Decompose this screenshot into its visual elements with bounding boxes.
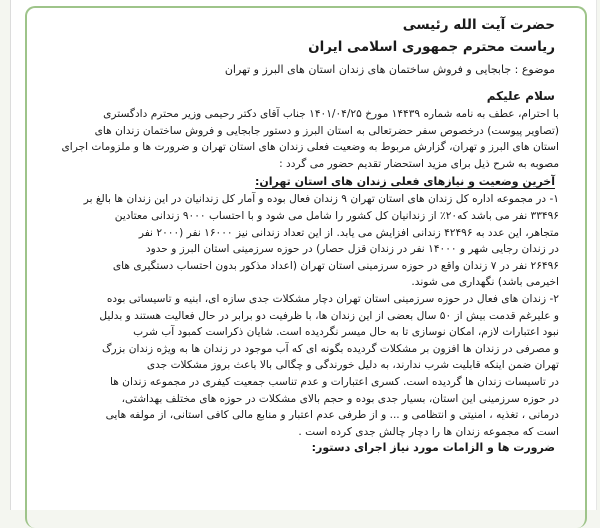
intro-paragraph: [47, 106, 559, 172]
greeting: سلام علیکم: [486, 89, 555, 103]
intro-line: با احترام، عطف به نامه شماره ۱۴۴۳۹ مورخ ۱۴۰۱/۰۴/۲۵ جناب آقای دکتر رحیمی وزیر محترم دادگستری: [103, 108, 559, 120]
section-heading: آخرین وضعیت و نیازهای فعلی زندان های استان تهران:: [254, 175, 555, 189]
item-2-line: و مصرفی در زندان ها افزون بر مشکلات گردیده بگونه ای که آب موجود در زندان ها به ویژه زندان بزرگ: [101, 342, 559, 355]
item-2-line: است که مجموعه زندان ها را دچار چالش جدی کرده است .: [298, 425, 559, 438]
item-2-line: در حوزه سرزمینی این استان، بسیار جدی بوده و حجم بالای مشکلات در حوزه های مختلف بهداشتی،: [121, 392, 559, 405]
item-1-line: ۳۳۴۹۶ نفر می باشد که۲۰٪ از زندانیان کل کشور را شامل می شود و با احتساب ۹۰۰۰ زندانی معتادین: [114, 209, 559, 222]
intro-line: استان های البرز و تهران، گزارش مربوط به وضعیت فعلی زندان های استان تهران و ضرورت ها و ملزومات اجرای: [61, 141, 559, 154]
item-2-line: نبود اعتبارات لازم، امکان نوسازی تا به حال میسر نگردیده است. شایان ذکراست کمبود آب شرب: [133, 326, 559, 339]
intro-line: (تصاویر پیوست) درخصوص سفر حضرتعالی به استان البرز و دستور جابجایی و فروش ساختمان زندان های: [94, 124, 559, 137]
item-1-line: اخیرمی باشد) نگهداری می شوند.: [411, 276, 559, 289]
item-1-line: ۲۶۴۹۶ نفر در ۷ زندان واقع در حوزه سرزمینی استان تهران (اعداد مذکور بدون احتساب دستگیری های: [112, 259, 559, 272]
item-2-line: و علیرغم قدمت بیش از ۵۰ سال بعضی از این زندان ها، با ظرفیت دو برابر در حال فعالیت هستند و بدلیل: [99, 309, 559, 322]
item-1-line: ۱- در مجموعه اداره کل زندان های استان تهران ۹ زندان فعال بوده و آمار کل زندانیان در این زندان ها بالغ بر: [83, 193, 559, 206]
subject-line: موضوع : جابجایی و فروش ساختمان های زندان استان های البرز و تهران: [224, 63, 555, 76]
item-2-line: درمانی ، تغذیه ، امنیتی و انتظامی و ... و از طرفی عدم اعتبار و منابع مالی کافی استانی، از مولفه هایی: [105, 409, 559, 422]
recipient-office: ریاست محترم جمهوری اسلامی ایران: [308, 39, 555, 55]
letter-page: [10, 0, 597, 510]
item-2-line: تهران ضمن اینکه قابلیت شرب ندارند، به دلیل خورندگی و چگالی بالا باعث بروز مشکلات جدی: [146, 359, 559, 372]
intro-line: مصوبه به شرح ذیل برای مزید استحضار تقدیم حضور می گردد :: [279, 157, 559, 170]
item-2-line: در تاسیسات زندان ها گردیده است. کسری اعتبارات و عدم تناسب جمعیت کیفری در مجموعه زندان ها: [109, 375, 559, 388]
item-1-line: در زندان رجایی شهر و ۱۴۰۰۰ نفر در زندان قزل حصار) در حوزه سرزمینی استان البرز و حدود: [145, 243, 559, 256]
recipient-title: حضرت آیت الله رئیسی: [402, 17, 555, 33]
letter-body: [47, 14, 559, 456]
item-2: [47, 291, 559, 440]
partial-heading: ضرورت ها و الزامات مورد نیاز اجرای دستور:: [311, 441, 555, 455]
item-2-line: ۲- زندان های فعال در حوزه سرزمینی استان تهران دچار مشکلات جدی سازه ای، ابنیه و تاسیساتی بوده: [106, 292, 559, 305]
item-1: [47, 191, 559, 291]
item-1-line: متجاهر، این عدد به ۴۲۴۹۶ زندانی افزایش می یابد. از این تعداد زندانی نیز ۱۶۰۰۰ نفر (۲۰۰۰ نفر: [138, 226, 559, 239]
